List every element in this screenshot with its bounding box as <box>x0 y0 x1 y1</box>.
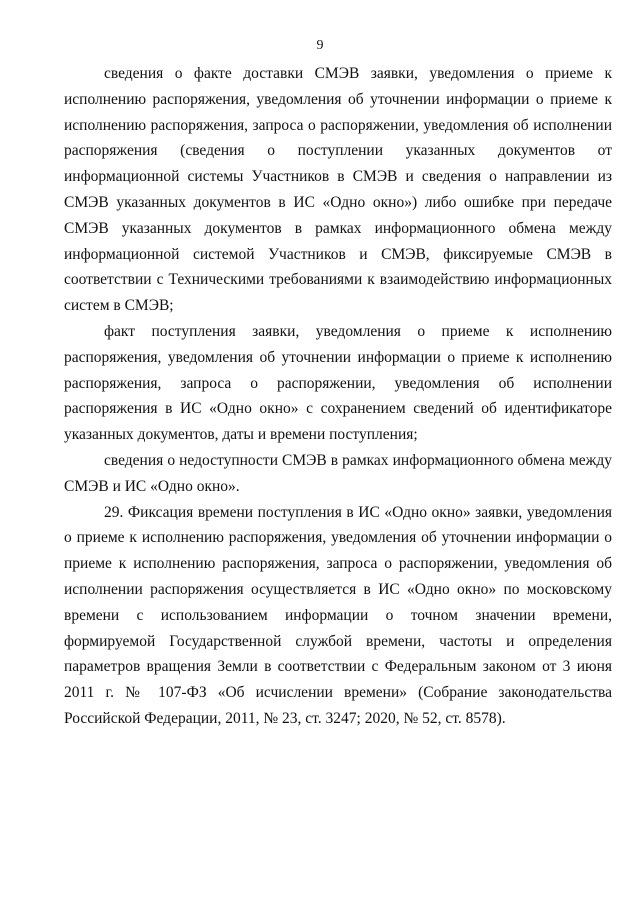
paragraph-item-29: 29. Фиксация времени поступления в ИС «Одно окно» заявки, уведомления о приеме к исполнению распоряжения, уведомления об уточнении информации о приеме к исполнению распоряжения, запроса о распоряжении, уведомления об исполнении распоряжения осуществляется в ИС «Одно окно» по московскому времени с использованием информации о точном значении времени, формируемой Государственной службой времени, частоты и определения параметров вращения Земли в соответствии с Федеральным законом от 3 июня 2011 г. № 107-ФЗ «Об исчислении времени» (Собрание законодательства Российской Федерации, 2011, № 23, ст. 3247; 2020, № 52, ст. 8578). <box>64 503 612 727</box>
paragraph-delivery-info: сведения о факте доставки СМЭВ заявки, уведомления о приеме к исполнению распоряжения, уведомления об уточнении информации о приеме к исполнению распоряжения, запроса о распоряжении, уведомления об исполнении распоряжения (сведения о поступлении указанных документов от информационной системы Участников в СМЭВ и сведения о направлении из СМЭВ указанных документов в ИС «Одно окно») либо ошибке при передаче СМЭВ указанных документов в рамках информационного обмена между информационной системой Участников и СМЭВ, фиксируемые СМЭВ в соответствии с Техническими требованиями к взаимодействию информационных систем в СМЭВ; <box>64 65 612 315</box>
paragraph-receipt-fact: факт поступления заявки, уведомления о приеме к исполнению распоряжения, уведомления об уточнении информации о приеме к исполнению распоряжения, запроса о распоряжении, уведомления об исполнении распоряжения в ИС «Одно окно» с сохранением сведений об идентификаторе указанных документов, даты и времени поступления; <box>64 322 612 444</box>
paragraph-unavailability-info: сведения о недоступности СМЭВ в рамках информационного обмена между СМЭВ и ИС «Одно окно». <box>64 451 612 495</box>
document-body <box>64 61 612 732</box>
page-number: 9 <box>316 38 324 53</box>
